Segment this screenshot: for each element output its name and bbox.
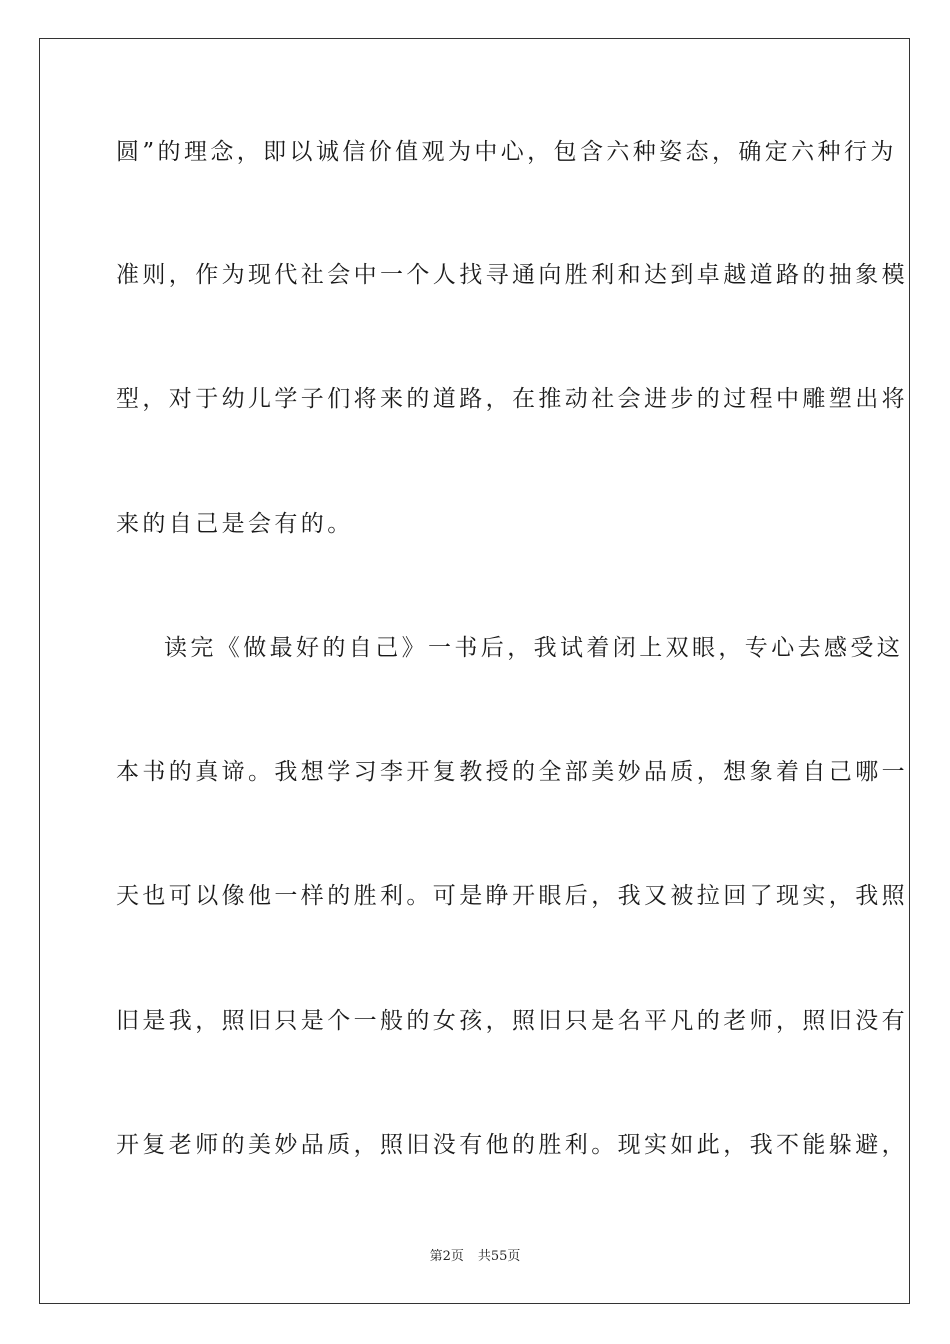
page-number: 第2页 xyxy=(429,1249,464,1264)
page-frame xyxy=(39,38,910,1304)
paragraph-line: 本书的真谛。我想学习李开复教授的全部美妙品质，想象着自己哪一 xyxy=(116,759,908,785)
page-footer xyxy=(0,1248,950,1266)
paragraph-line: 圆”的理念，即以诚信价值观为中心，包含六种姿态，确定六种行为 xyxy=(116,139,897,165)
paragraph-line: 读完《做最好的自己》一书后，我试着闭上双眼，专心去感受这 xyxy=(164,635,904,661)
paragraph-line: 旧是我，照旧只是个一般的女孩，照旧只是名平凡的老师，照旧没有 xyxy=(116,1008,908,1034)
paragraph-line: 型，对于幼儿学子们将来的道路，在推动社会进步的过程中雕塑出将 xyxy=(116,386,908,412)
paragraph-line: 天也可以像他一样的胜利。可是睁开眼后，我又被拉回了现实，我照 xyxy=(116,883,908,909)
paragraph-line: 开复老师的美妙品质，照旧没有他的胜利。现实如此，我不能躲避， xyxy=(116,1132,908,1158)
page-total: 共55页 xyxy=(477,1249,521,1264)
paragraph-line: 来的自己是会有的。 xyxy=(116,511,354,537)
paragraph-line: 准则，作为现代社会中一个人找寻通向胜利和达到卓越道路的抽象模 xyxy=(116,262,908,288)
